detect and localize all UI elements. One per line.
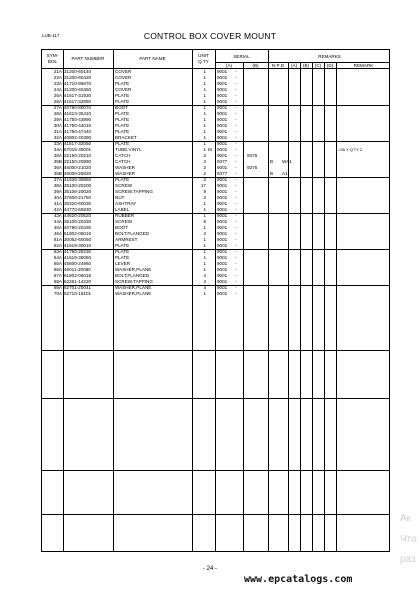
row-serial-dash: - [235, 231, 237, 236]
row-quantity: 2 [203, 177, 206, 182]
parts-table [41, 49, 390, 552]
row-serial-dash: - [235, 129, 237, 134]
row-serial-dash: - [235, 117, 237, 122]
row-part-number: 41750-28230 [64, 249, 92, 254]
row-serial-dash: - [235, 243, 237, 248]
row-quantity: 1 [203, 225, 206, 230]
header-rem-c: (C) [314, 62, 322, 68]
row-symbol: 28A [53, 111, 62, 116]
row-serial-dash: - [235, 147, 237, 152]
row-quantity: 1 [203, 207, 206, 212]
row-part-number: 41636-36850 [64, 177, 92, 182]
header-bol: BOL [47, 59, 58, 64]
row-serial-dash: - [235, 219, 237, 224]
row-part-name: PLATE [115, 177, 130, 182]
row-serial-a: 9001 [217, 69, 228, 74]
row-symbol: 31A [53, 129, 62, 134]
row-part-number: 37600-21750 [64, 195, 92, 200]
row-part-number: 41617-32850 [64, 99, 92, 104]
row-serial-a: 9001 [217, 165, 228, 170]
row-symbol: 34A [53, 147, 62, 152]
watermark-line-1: Ак [400, 513, 412, 524]
row-part-number: 32150-20210 [64, 153, 92, 158]
row-part-number: 35100-20330 [64, 219, 92, 224]
row-part-name: BOOT [115, 225, 129, 230]
row-part-number: 41613-35410 [64, 111, 92, 116]
row-serial-a: 9001 [217, 117, 228, 122]
row-quantity: 1 [203, 291, 206, 296]
row-part-number: 41617-31930 [64, 93, 92, 98]
row-part-name: WASHER,PLANE [115, 267, 152, 272]
row-serial-dash: - [235, 159, 237, 164]
row-part-number: 40790-20430 [64, 225, 92, 230]
row-symbol: 27A [53, 105, 62, 110]
row-quantity: 1 [203, 141, 206, 146]
row-serial-dash: - [235, 255, 237, 260]
row-part-name: ARMREST [115, 237, 138, 242]
row-quantity: 1 [203, 213, 206, 218]
row-part-name: PLATE [115, 129, 130, 134]
row-part-name: PLATE [115, 141, 130, 146]
row-quantity: 5 [203, 219, 206, 224]
row-part-name: PLATE [115, 93, 130, 98]
row-part-name: BOLT,FLANGED [115, 231, 150, 236]
row-serial-a: 9001 [217, 141, 228, 146]
row-symbol: 63A [53, 249, 62, 254]
row-part-name: WASHER [115, 165, 135, 170]
row-serial-a: 9001 [217, 153, 228, 158]
row-quantity: 4 [203, 273, 206, 278]
row-symbol: 44A [53, 219, 62, 224]
row-part-number: 62261-14220 [64, 279, 92, 284]
row-quantity: 1 [203, 87, 206, 92]
row-part-number: 61802-06016 [64, 273, 92, 278]
row-part-number: 45600-24960 [64, 261, 92, 266]
row-serial-dash: - [235, 195, 237, 200]
table-row [42, 291, 390, 297]
row-serial-a: 9001 [217, 105, 228, 110]
row-symbol: 42A [53, 207, 62, 212]
row-symbol: 37A [53, 177, 62, 182]
row-symbol: 36A [53, 165, 62, 170]
row-serial-a: 9001 [217, 123, 228, 128]
row-part-name: PLATE [115, 249, 130, 254]
watermark-line-3: раз [400, 554, 416, 565]
row-part-name: PLATE [115, 99, 130, 104]
row-part-name: BOLT,FLANGED [115, 273, 150, 278]
row-npd: B [270, 171, 274, 176]
row-serial-dash: - [235, 183, 237, 188]
row-part-name: TUBE,VINYL [115, 147, 142, 152]
row-part-number: 62710-18101 [64, 291, 92, 296]
row-quantity: 1 [203, 75, 206, 80]
row-quantity: 8 [203, 189, 206, 194]
row-symbol: 40A [53, 195, 62, 200]
row-symbol: 65A [53, 261, 62, 266]
row-serial-a: 9001 [217, 285, 228, 290]
row-part-name: PLATE [115, 111, 130, 116]
row-part-name: LEVER [115, 261, 131, 266]
row-serial-dash: - [235, 135, 237, 140]
row-symbol: 35B [53, 159, 62, 164]
row-part-number: 44620-20520 [64, 213, 92, 218]
row-serial-dash: - [235, 87, 237, 92]
row-symbol: 30A [53, 123, 62, 128]
row-part-number: 41750-47440 [64, 129, 92, 134]
row-part-name: BOOT [115, 105, 129, 110]
row-serial-a: 9377 [217, 171, 228, 176]
row-serial-a: 9001 [217, 225, 228, 230]
row-part-number: 30320-60030 [64, 201, 92, 206]
row-remark-a: WA1 [282, 159, 292, 164]
row-serial-dash: - [235, 267, 237, 272]
row-serial-a: 9001 [217, 291, 228, 296]
header-qty: Q.TY [198, 59, 209, 64]
row-part-number: 40802-40390 [64, 135, 92, 140]
row-part-number: 41750-43990 [64, 117, 92, 122]
row-part-name: NUT [115, 195, 125, 200]
row-remark: L=35 X Q'TY 2 [336, 147, 363, 152]
row-part-name: SCREW [115, 183, 133, 188]
header-rem-b: (B) [302, 62, 310, 68]
row-serial-dash: - [235, 261, 237, 266]
page-code: LUB-117 [42, 33, 60, 38]
header-remarks: REMARKS [318, 54, 341, 59]
row-serial-dash: - [235, 93, 237, 98]
row-quantity: 1 [203, 237, 206, 242]
row-serial-dash: - [235, 237, 237, 242]
header-part-number: PART NUMBER [71, 56, 105, 61]
header-serial: SERIAL [233, 54, 250, 59]
row-part-name: SCREW,TAPPING [115, 279, 153, 284]
row-quantity: 1 [203, 117, 206, 122]
row-part-number: 31200-60140 [64, 69, 92, 74]
row-quantity: 2 [203, 171, 206, 176]
row-serial-a: 9001 [217, 87, 228, 92]
row-symbol: 41A [53, 201, 62, 206]
row-serial-a: 9001 [217, 207, 228, 212]
row-serial-a: 9001 [217, 249, 228, 254]
row-serial-dash: - [235, 69, 237, 74]
row-quantity: 1 [203, 69, 206, 74]
row-serial-a: 9001 [217, 201, 228, 206]
row-part-name: PLATE [115, 123, 130, 128]
row-serial-dash: - [235, 225, 237, 230]
row-quantity: 1 [203, 201, 206, 206]
row-part-number: 30062-60050 [64, 237, 92, 242]
row-serial-a: 9001 [217, 93, 228, 98]
row-serial-dash: - [235, 177, 237, 182]
row-serial-a: 9001 [217, 237, 228, 242]
row-part-name: PLATE [115, 117, 130, 122]
row-serial-dash: - [235, 123, 237, 128]
row-serial-dash: - [235, 171, 237, 176]
page-number: - 24 - [202, 566, 217, 572]
row-symbol: 43A [53, 213, 62, 218]
row-serial-a: 9001 [217, 81, 228, 86]
row-serial-a: 9001 [217, 261, 228, 266]
row-symbol: 69A [53, 285, 62, 290]
row-serial-a: 9001 [217, 189, 228, 194]
row-symbol: 61A [53, 237, 62, 242]
row-part-name: COVER [115, 87, 132, 92]
row-serial-a: 9001 [217, 111, 228, 116]
row-part-name: SCREW [115, 219, 133, 224]
row-quantity: 4 [203, 279, 206, 284]
row-serial-a: 9001 [217, 243, 228, 248]
row-symbol: 21A [53, 69, 62, 74]
row-quantity: 2 [203, 195, 206, 200]
row-symbol: 25A [53, 93, 62, 98]
row-part-number: 31200-60420 [64, 75, 92, 80]
row-serial-a: 9001 [217, 279, 228, 284]
row-serial-b: 9376 [247, 165, 258, 170]
row-symbol: 38A [53, 183, 62, 188]
row-serial-a: 9377 [217, 159, 228, 164]
row-serial-a: 9001 [217, 99, 228, 104]
row-serial-b: 9376 [247, 153, 258, 158]
row-part-number: 35106-20020 [64, 189, 92, 194]
row-serial-dash: - [235, 165, 237, 170]
row-quantity: 1 [203, 99, 206, 104]
row-part-number: 67015-30001 [64, 147, 92, 152]
row-serial-dash: - [235, 285, 237, 290]
row-part-number: 41750-44010 [64, 123, 92, 128]
row-serial-dash: - [235, 81, 237, 86]
row-part-name: ASHTRAY [115, 201, 137, 206]
row-symbol: 66A [53, 267, 62, 272]
row-serial-a: 9001 [217, 147, 228, 152]
row-part-number: 41619-30010 [64, 243, 92, 248]
row-quantity: 1 [203, 93, 206, 98]
row-serial-dash: - [235, 291, 237, 296]
row-quantity: 2 [203, 153, 206, 158]
row-part-name: SCREW,TAPPING [115, 189, 153, 194]
row-serial-a: 9001 [217, 183, 228, 188]
row-part-number: 40790-80070 [64, 105, 92, 110]
row-serial-a: 9001 [217, 255, 228, 260]
row-serial-a: 9001 [217, 213, 228, 218]
row-symbol: 45A [53, 225, 62, 230]
row-part-number: 31200-60450 [64, 87, 92, 92]
row-symbol: 46A [53, 231, 62, 236]
row-part-number: 41617-32050 [64, 141, 92, 146]
row-part-name: CATCH [115, 153, 131, 158]
row-serial-a: 9001 [217, 231, 228, 236]
row-symbol: 24A [53, 87, 62, 92]
row-part-name: COVER [115, 75, 132, 80]
row-part-name: PLATE [115, 81, 130, 86]
header-sym: SYM- [46, 53, 59, 58]
row-symbol: 36B [53, 171, 62, 176]
row-part-name: WASHER,PLANE [115, 291, 152, 296]
row-serial-a: 9001 [217, 267, 228, 272]
row-serial-a: 9001 [217, 195, 228, 200]
row-symbol: 68A [53, 279, 62, 284]
header-npd: N P D [271, 62, 285, 68]
row-serial-dash: - [235, 189, 237, 194]
row-remark-a: A1 [282, 171, 288, 176]
row-symbol: 33A [53, 141, 62, 146]
row-quantity: 17 [200, 183, 206, 188]
watermark-line-2: Что [400, 534, 417, 545]
row-part-number: 62701-20041 [64, 285, 92, 290]
row-serial-dash: - [235, 279, 237, 284]
row-quantity: 1 [203, 123, 206, 128]
row-quantity: 1 [203, 249, 206, 254]
row-part-name: COVER [115, 69, 132, 74]
page-title: CONTROL BOX COVER MOUNT [143, 31, 277, 41]
row-quantity: 2 [203, 159, 206, 164]
row-unit: M [208, 147, 212, 152]
row-serial-dash: - [235, 201, 237, 206]
row-serial-a: 9001 [217, 177, 228, 182]
row-quantity: 1 [203, 243, 206, 248]
row-symbol: 23A [53, 81, 62, 86]
row-part-name: BRACKET [115, 135, 137, 140]
row-serial-dash: - [235, 213, 237, 218]
header-rem-d: (D) [326, 62, 334, 68]
row-part-number: 44770-55830 [64, 207, 92, 212]
row-part-name: PLATE [115, 255, 130, 260]
row-quantity: 1 [203, 267, 206, 272]
row-serial-dash: - [235, 99, 237, 104]
row-part-name: WASHER [115, 171, 135, 176]
row-part-name: RUBBER [115, 213, 135, 218]
row-serial-dash: - [235, 105, 237, 110]
row-part-number: 46000-21020 [64, 165, 92, 170]
row-serial-dash: - [235, 141, 237, 146]
row-quantity: 2 [203, 165, 206, 170]
row-quantity: 1 [203, 111, 206, 116]
header-remark: REMARK [353, 62, 374, 68]
row-npd: B [270, 159, 274, 164]
row-quantity: 1 [203, 81, 206, 86]
row-symbol: 26A [53, 99, 62, 104]
row-symbol: 22A [53, 75, 62, 80]
row-symbol: 29A [53, 117, 62, 122]
row-serial-dash: - [235, 111, 237, 116]
row-serial-a: 9001 [217, 129, 228, 134]
row-part-name: WASHER,PLANE [115, 285, 152, 290]
row-symbol: 64A [53, 255, 62, 260]
row-quantity: 1 [203, 105, 206, 110]
header-unit: UNIT [198, 53, 209, 58]
row-quantity: 1 [203, 135, 206, 140]
row-quantity: 4 [203, 285, 206, 290]
row-serial-dash: - [235, 207, 237, 212]
header-serial-a: (A) [225, 62, 233, 68]
row-part-number: 32150-20890 [64, 159, 92, 164]
header-part-name: PART NAME [139, 56, 166, 61]
row-serial-dash: - [235, 75, 237, 80]
row-serial-dash: - [235, 249, 237, 254]
header-rem-a: (A) [290, 62, 298, 68]
row-part-number: 41619-36060 [64, 255, 92, 260]
row-serial-a: 9001 [217, 75, 228, 80]
row-quantity: 1 [203, 147, 206, 152]
row-quantity: 2 [203, 231, 206, 236]
row-serial-dash: - [235, 273, 237, 278]
row-symbol: 67A [53, 273, 62, 278]
row-symbol: 70A [53, 291, 62, 296]
row-part-number: 46011-20080 [64, 267, 91, 272]
row-symbol: 62A [53, 243, 62, 248]
row-part-name: LABEL [115, 207, 130, 212]
row-serial-a: 9001 [217, 135, 228, 140]
row-part-number: 61802-06016 [64, 231, 92, 236]
row-quantity: 1 [203, 255, 206, 260]
row-symbol: 32A [53, 135, 62, 140]
header-serial-b: (B) [252, 62, 259, 68]
row-serial-a: 9001 [217, 219, 228, 224]
row-part-name: PLATE [115, 243, 130, 248]
row-part-number: 41710-86870 [64, 81, 92, 86]
row-part-name: CATCH [115, 159, 131, 164]
row-quantity: 1 [203, 129, 206, 134]
row-part-number: 46000-25820 [64, 171, 92, 176]
row-serial-dash: - [235, 153, 237, 158]
row-serial-a: 9001 [217, 273, 228, 278]
row-quantity: 1 [203, 261, 206, 266]
site-url[interactable]: www.epcatalogs.com [244, 574, 353, 585]
row-symbol: 39A [53, 189, 62, 194]
row-symbol: 35A [53, 153, 62, 158]
row-part-number: 35100-20200 [64, 183, 92, 188]
